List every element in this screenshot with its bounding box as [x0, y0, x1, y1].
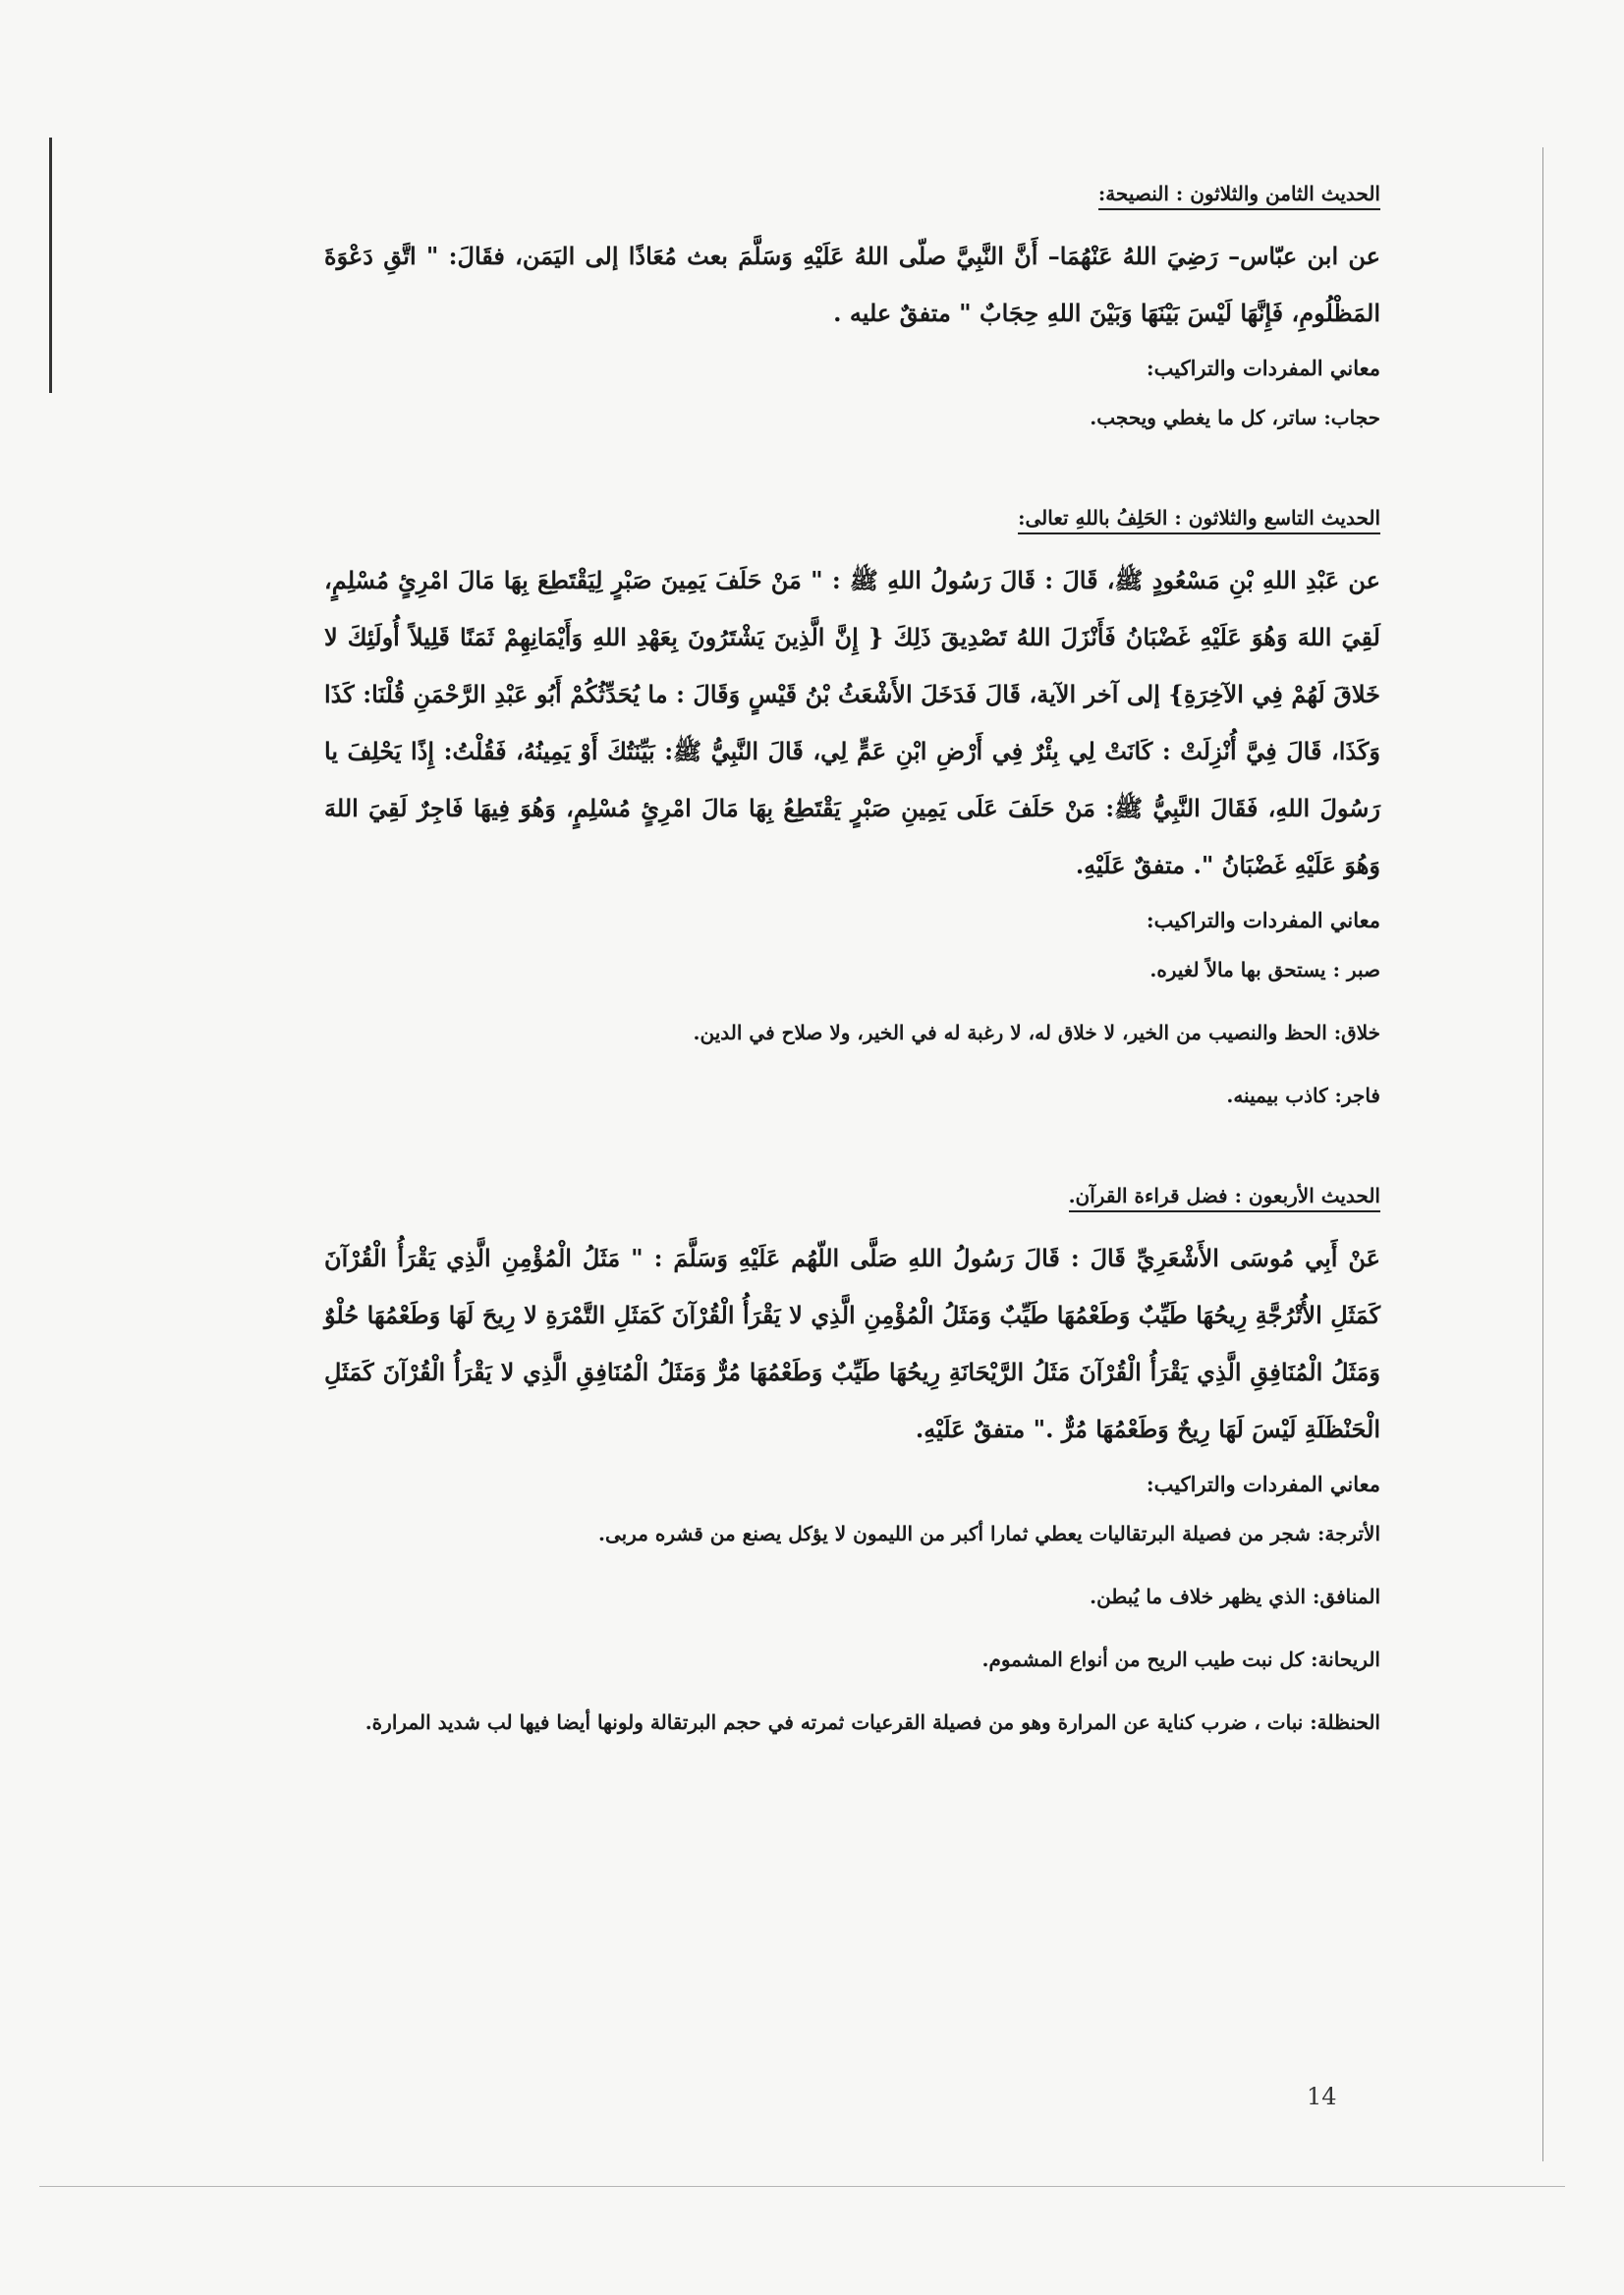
vocab-heading: معاني المفردات والتراكيب: — [1146, 356, 1380, 380]
glossary-entry: فاجر: كاذب بيمينه. — [1226, 1084, 1380, 1107]
hadith-section-39 — [324, 506, 1380, 1115]
glossary-entry: خلاق: الحظ والنصيب من الخير، لا خلاق له، لا رغبة له في الخير، ولا صلاح في الدين. — [693, 1021, 1380, 1044]
glossary-entry: المنافق: الذي يظهر خلاف ما يُبطن. — [1090, 1585, 1380, 1608]
hadith-title: الحديث الثامن والثلاثون : النصيحة: — [1098, 182, 1380, 210]
glossary-entry: حجاب: ساتر، كل ما يغطي ويحجب. — [1090, 406, 1380, 429]
hadith-section-38 — [324, 182, 1380, 437]
hadith-text: عن ابن عبّاس– رَضِيَ اللهُ عَنْهُمَا– أَنَّ النَّبِيَّ صلّى اللهُ عَلَيْهِ وَسَلَّمَ بعث مُعَاذًا إلى اليَمَن، فقَالَ: " اتَّقِ دَعْوَةَ المَظْلُومِ، فَإِنَّهَا لَيْسَ بَيْنَهَا وَبَيْنَ اللهِ حِجَابٌ " متفقٌ عليه . — [324, 242, 1380, 327]
glossary-entry: الريحانة: كل نبت طيب الريح من أنواع المشموم. — [981, 1648, 1380, 1671]
scan-margin-line-bottom — [39, 2186, 1565, 2187]
scan-margin-line-left — [49, 138, 52, 393]
glossary-entry: صبر : يستحق بها مالاً لغيره. — [1149, 958, 1380, 981]
hadith-title: الحديث التاسع والثلاثون : الحَلِفُ باللهِ تعالى: — [1018, 506, 1380, 534]
vocab-heading: معاني المفردات والتراكيب: — [1146, 908, 1380, 932]
hadith-title: الحديث الأربعون : فضل قراءة القرآن. — [1069, 1184, 1380, 1212]
glossary-entry: الأترجة: شجر من فصيلة البرتقاليات يعطي ثمارا أكبر من الليمون لا يؤكل يصنع من قشره مربى. — [597, 1522, 1380, 1545]
page-number: 14 — [1307, 2083, 1337, 2110]
glossary-entry: الحنظلة: نبات ، ضرب كناية عن المرارة وهو من فصيلة القرعيات ثمرته في حجم البرتقالة ولونها أيضا فيها لب شديد المرارة. — [364, 1710, 1380, 1734]
page-content — [324, 182, 1380, 1811]
vocab-heading: معاني المفردات والتراكيب: — [1146, 1472, 1380, 1496]
scan-margin-line-right — [1542, 147, 1543, 2161]
hadith-text: عَنْ أَبِي مُوسَى الأَشْعَرِيِّ قَالَ : قَالَ رَسُولُ اللهِ صَلَّى اللّهُم عَلَيْهِ وَسَلَّمَ : " مَثَلُ الْمُؤْمِنِ الَّذِي يَقْرَأُ الْقُرْآنَ كَمَثَلِ الأُتْرُجَّةِ رِيحُهَا طَيِّبٌ وَطَعْمُهَا طَيِّبٌ وَمَثَلُ الْمُؤْمِنِ الَّذِي لا يَقْرَأُ الْقُرْآنَ كَمَثَلِ التَّمْرَةِ لا رِيحَ لَهَا وَطَعْمُهَا حُلْوٌ وَمَثَلُ الْمُنَافِقِ الَّذِي يَقْرَأُ الْقُرْآنَ مَثَلُ الرَّيْحَانَةِ رِيحُهَا طَيِّبٌ وَطَعْمُهَا مُرٌّ وَمَثَلُ الْمُنَافِقِ الَّذِي لا يَقْرَأُ الْقُرْآنَ كَمَثَلِ الْحَنْظَلَةِ لَيْسَ لَهَا رِيحٌ وَطَعْمُهَا مُرٌّ ." متفقٌ عَلَيْهِ. — [324, 1244, 1380, 1443]
hadith-text: عن عَبْدِ اللهِ بْنِ مَسْعُودٍ ﷺ، قَالَ : قَالَ رَسُولُ اللهِ ﷺ : " مَنْ حَلَفَ يَمِينَ صَبْرٍ لِيَقْتَطِعَ بِهَا مَالَ امْرِئٍ مُسْلِمٍ، لَقِيَ اللهَ وَهُوَ عَلَيْهِ غَضْبَانُ فَأَنْزَلَ اللهُ تَصْدِيقَ ذَلِكَ { إِنَّ الَّذِينَ يَشْتَرُونَ بِعَهْدِ اللهِ وَأَيْمَانِهِمْ ثَمَنًا قَلِيلاً أُولَئِكَ لا خَلاقَ لَهُمْ فِي الآخِرَةِ} إلى آخر الآية، قَالَ فَدَخَلَ الأَشْعَثُ بْنُ قَيْسٍ وَقَالَ : ما يُحَدِّثُكُمْ أَبُو عَبْدِ الرَّحْمَنِ قُلْنَا: كَذَا وَكَذَا، قَالَ فِيَّ أُنْزِلَتْ : كَانَتْ لِي بِئْرٌ فِي أَرْضِ ابْنِ عَمٍّ لِي، قَالَ النَّبِيُّ ﷺ: بَيِّنَتُكَ أَوْ يَمِينُهُ، فَقُلْتُ: إِذًا يَحْلِفَ يا رَسُولَ اللهِ، فَقَالَ النَّبِيُّ ﷺ: مَنْ حَلَفَ عَلَى يَمِينِ صَبْرٍ يَقْتَطِعُ بِهَا مَالَ امْرِئٍ مُسْلِمٍ، وَهُوَ فِيهَا فَاجِرٌ لَقِيَ اللهَ وَهُوَ عَلَيْهِ غَضْبَانُ ". متفقٌ عَلَيْهِ. — [324, 566, 1380, 879]
hadith-section-40 — [324, 1184, 1380, 1742]
